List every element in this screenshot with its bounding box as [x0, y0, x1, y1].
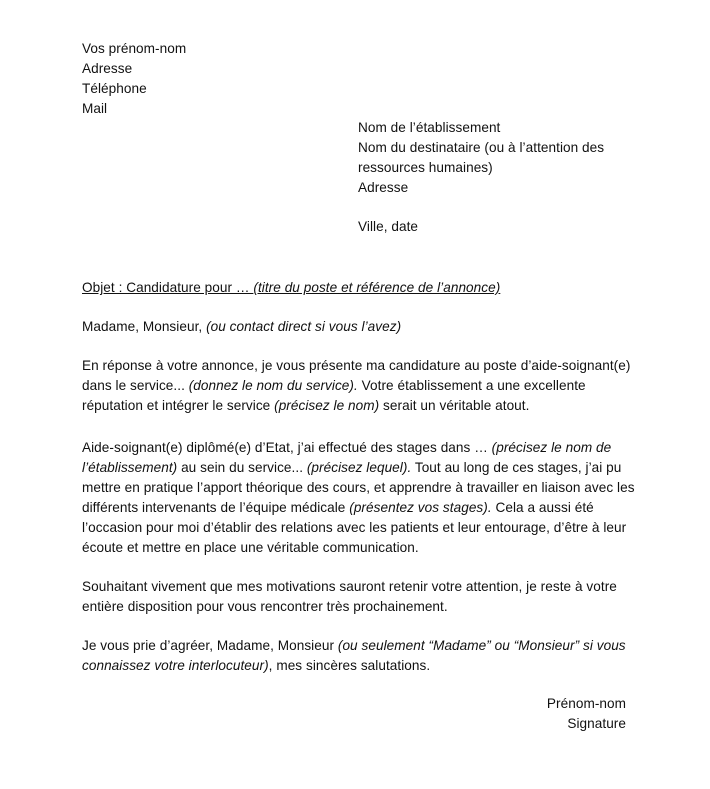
paragraph-line: l’occasion pour moi d’établir des relations avec les patients et leur entourage, d’être à leur — [82, 520, 627, 535]
subject-line — [82, 278, 500, 298]
hint-text: (donnez le nom du service). — [188, 378, 358, 393]
text-run: Votre établissement a une excellente — [357, 378, 586, 393]
sender-name: Vos prénom-nom — [82, 41, 187, 56]
paragraph-line: Souhaitant vivement que mes motivations sauront retenir votre attention, je reste à votre — [82, 579, 617, 594]
paragraph-line: mettre en pratique l’apport théorique des cours, et apprendre à travailler en liaison avec les — [82, 480, 635, 495]
paragraph-line — [82, 636, 626, 656]
subject-label: Objet : Candidature pour … — [82, 280, 254, 295]
salutation-text: Madame, Monsieur, — [82, 319, 207, 334]
text-run: Tout au long de ces stages, j’ai pu — [411, 460, 622, 475]
paragraph-line — [82, 458, 621, 478]
salutation — [82, 317, 401, 337]
text-run: , mes sincères salutations. — [268, 658, 431, 673]
text-run: serait un véritable atout. — [379, 398, 530, 413]
paragraph-line: écoute et mettre en place une véritable communication. — [82, 540, 419, 555]
sender-phone: Téléphone — [82, 81, 147, 96]
paragraph-line — [82, 396, 529, 416]
paragraph-line: entière disposition pour vous rencontrer très prochainement. — [82, 599, 448, 614]
hint-text: (présentez vos stages). — [349, 500, 492, 515]
text-run: Je vous prie d’agréer, Madame, Monsieur — [82, 638, 338, 653]
signature-label: Signature — [567, 716, 626, 731]
subject-hint: (titre du poste et référence de l’annonce) — [253, 280, 501, 295]
hint-text: (ou seulement “Madame” ou “Monsieur” si vous — [337, 638, 626, 653]
text-run: dans le service... — [82, 378, 189, 393]
paragraph-line — [82, 656, 430, 676]
paragraph-line — [82, 498, 594, 518]
hint-text: (précisez le nom de — [491, 440, 612, 455]
hint-text: connaissez votre interlocuteur) — [82, 658, 269, 673]
text-run: au sein du service... — [177, 460, 307, 475]
recipient-addressee: Nom du destinataire (ou à l’attention des — [358, 140, 605, 155]
hint-text: (précisez lequel). — [306, 460, 412, 475]
salutation-hint: (ou contact direct si vous l’avez) — [206, 319, 402, 334]
text-run: réputation et intégrer le service — [82, 398, 275, 413]
paragraph-line — [82, 438, 611, 458]
recipient-addressee-cont: ressources humaines) — [358, 160, 493, 175]
hint-text: l’établissement) — [82, 460, 178, 475]
text-run: Aide-soignant(e) diplômé(e) d’Etat, j’ai effectué des stages dans … — [82, 440, 492, 455]
recipient-establishment: Nom de l’établissement — [358, 120, 501, 135]
sender-email: Mail — [82, 101, 108, 116]
place-date: Ville, date — [358, 219, 419, 234]
sender-address: Adresse — [82, 61, 133, 76]
signature-name: Prénom-nom — [546, 696, 626, 711]
recipient-address: Adresse — [358, 180, 409, 195]
paragraph-line: En réponse à votre annonce, je vous présente ma candidature au poste d’aide-soignant(e) — [82, 358, 631, 373]
text-run: différents intervenants de l’équipe médicale — [82, 500, 350, 515]
paragraph-line — [82, 376, 586, 396]
text-run: Cela a aussi été — [491, 500, 594, 515]
hint-text: (précisez le nom) — [274, 398, 380, 413]
